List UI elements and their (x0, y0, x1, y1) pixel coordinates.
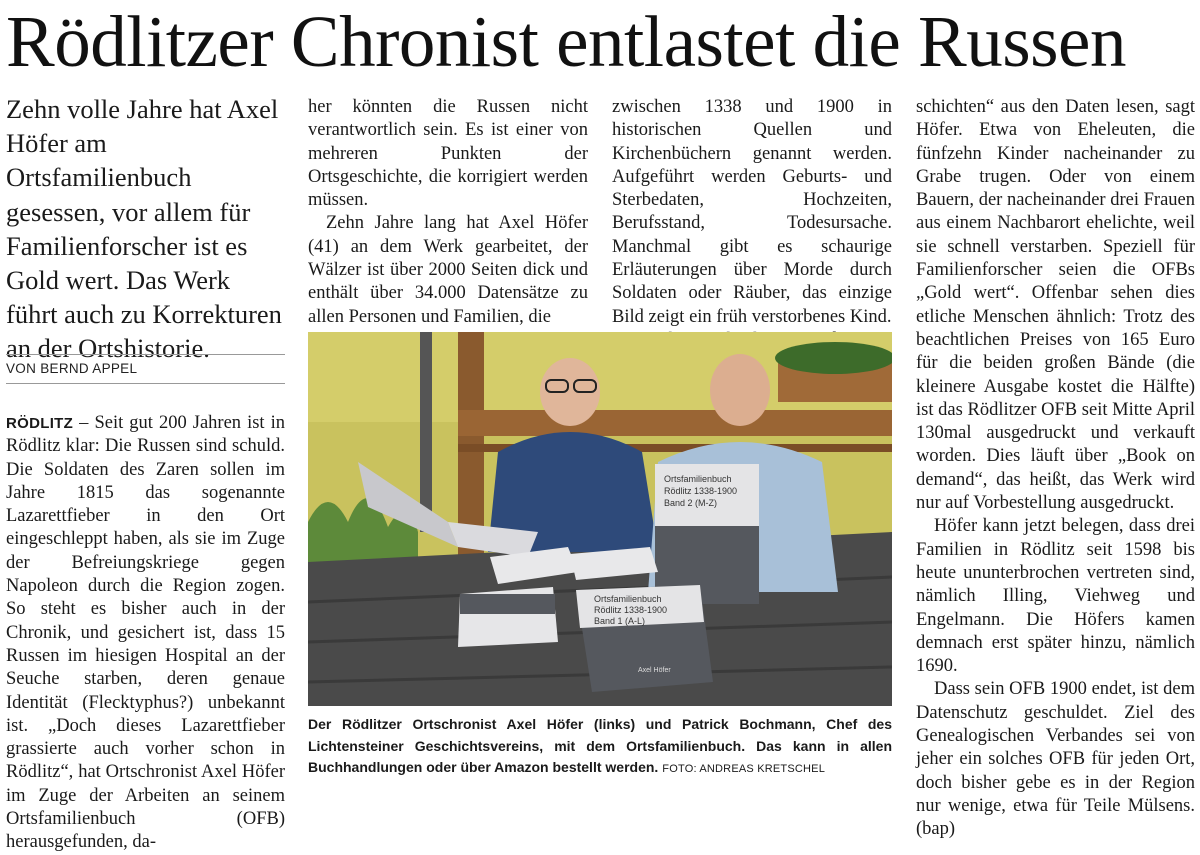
col2-paragraph-2: Zehn Jahre lang hat Axel Höfer (41) an dem Werk gearbeitet, der Wälzer ist über 2000 Seiten dick und enthält über 34.000 Datensätze zu allen Personen und Familien, die (308, 213, 588, 327)
large-book-author: Axel Höfer (638, 667, 671, 674)
large-book-title-1: Ortsfamilienbuch (594, 594, 662, 604)
photo-caption (308, 714, 892, 781)
caption-text: Der Rödlitzer Ortschronist Axel Höfer (links) und Patrick Bochmann, Chef des Lichtensteiner Geschichtsvereins, mit dem Ortsfamilienbuch. Das kann in allen Buchhandlungen oder über Amazon bestellt werden. (308, 716, 892, 775)
plant (775, 342, 892, 374)
dateline: RÖDLITZ (6, 415, 74, 432)
large-book-title-3: Band 1 (A-L) (594, 616, 646, 626)
col2-paragraph-1: her könnten die Russen nicht verantwortlich sein. Es ist einer von mehreren Punkten der Ortsgeschichte, die korrigiert werden müssen. (308, 97, 588, 211)
article-column-2 (308, 96, 588, 329)
article-column-1 (6, 412, 285, 855)
photo-credit: FOTO: ANDREAS KRETSCHEL (662, 763, 826, 775)
held-book-title-2: Rödlitz 1338-1900 (664, 486, 738, 496)
person-right-head (710, 354, 770, 426)
wooden-beam (458, 410, 892, 436)
article-column-4 (916, 96, 1195, 842)
headline: Rödlitzer Chronist entlastet die Russen (6, 1, 1126, 82)
large-book-title-2: Rödlitz 1338-1900 (594, 605, 668, 615)
col4-paragraph-3: Dass sein OFB 1900 endet, ist dem Datenschutz geschuldet. Ziel des Genealogischen Verbandes sei von jeher ein solches OFB für jeden Ort, doch bisher gebe es in der Region nur wenige, etwa für Teile Mülsens. (bap) (916, 679, 1195, 840)
umbrella-pole (420, 332, 432, 532)
col4-paragraph-1: schichten“ aus den Daten lesen, sagt Höfer. Etwa von Eheleuten, die fünfzehn Kinder nacheinander zu Grabe trugen. Oder von einem Bauern, der nacheinander drei Frauen aus einem Nachbarort ehelichte, weil sie schnell verstarben. Speziell für Familienforscher seien die OFBs „Gold wert“. Offenbar sehen dies etliche Menschen ähnlich: Trotz des beachtlichen Preises von 165 Euro für die beiden großen Bände (die kleinere Ausgabe kostet die Hälfte) ist das Rödlitzer OFB seit Mitte April 130mal ausgedruckt und verkauft worden. Dies läuft über „Book on demand“, das heißt, das Werk wird nur auf Vorbestellung ausgedruckt. (916, 97, 1195, 514)
article-photo (308, 332, 892, 706)
col1-text: – Seit gut 200 Jahren ist in Rödlitz klar: Die Russen sind schuld. Die Soldaten des Zaren sollen im Jahre 1815 das sogenannte Lazarettfieber in den Ort eingeschleppt haben, als sie im Zuge der Befreiungskriege gegen Napoleon durch die Region zogen. So steht es bisher auch in der Chronik, und gesichert ist, dass 15 Russen im hiesigen Hospital an der Seuche starben, deren genaue Identität (Flecktyphus?) unbekannt ist. „Doch dieses Lazarettfieber grassierte auch vorher schon in Rödlitz“, hat Ortschronist Axel Höfer im Zuge der Arbeiten an seinem Ortsfamilienbuch (OFB) herausgefunden, da- (6, 413, 285, 853)
photo-illustration (308, 332, 892, 706)
held-book-title-3: Band 2 (M-Z) (664, 498, 718, 508)
article-column-3 (612, 96, 892, 352)
col3-paragraph-1: zwischen 1338 und 1900 in historischen Quellen und Kirchenbüchern genannt werden. Aufgeführt werden Geburts- und Sterbedaten, Hochzeiten, Berufsstand, Todesursache. Manchmal gibt es schaurige Erläuterungen über Morde durch Soldaten oder Räuber, das einzige Bild zeigt ein früh verstorbenes Kind. (612, 97, 892, 327)
held-book-title-1: Ortsfamilienbuch (664, 474, 732, 484)
byline: VON BERND APPEL (6, 354, 285, 384)
teaser: Zehn volle Jahre hat Axel Höfer am Ortsfamilienbuch gesessen, vor allem für Familienforscher ist es Gold wert. Das Werk führt auch zu Korrekturen an der Ortshistorie. (6, 94, 282, 364)
col4-paragraph-2: Höfer kann jetzt belegen, dass drei Familien in Rödlitz seit 1598 bis heute ununterbrochen vertreten sind, nämlich Illing, Viehweg und Engelmann. Die Höfers kamen demnach erst später hinzu, nämlich 1690. (916, 516, 1195, 677)
